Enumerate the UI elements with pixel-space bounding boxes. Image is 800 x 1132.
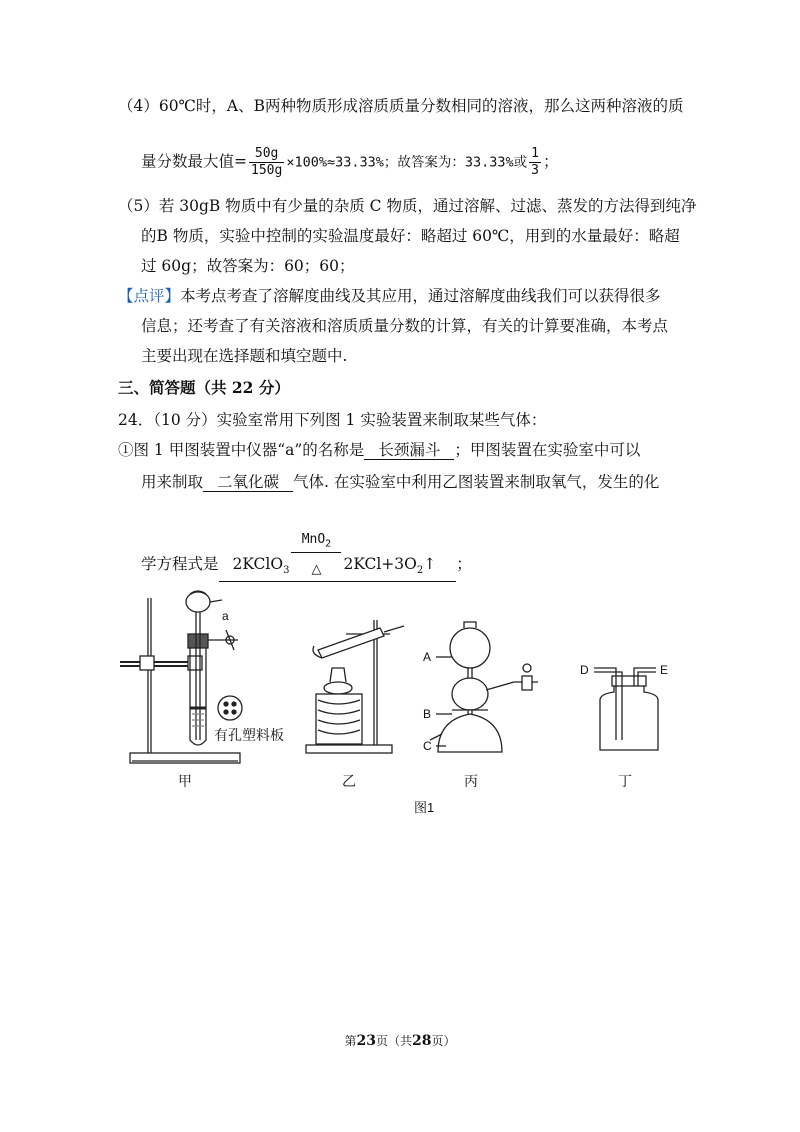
q24-line3 (141, 532, 472, 582)
q24-p3a: 学方程式是 (141, 555, 219, 573)
frac-numerator: 50g (249, 146, 284, 163)
apparatus-ding (594, 668, 658, 750)
caption-bing: 丙 (464, 773, 478, 789)
page-footer (0, 1032, 800, 1049)
caption-ding: 丁 (618, 773, 632, 789)
page-number: 23 (356, 1033, 376, 1049)
apparatus-bing (430, 622, 538, 752)
gas-arrow: ↑ (423, 555, 437, 573)
label-a: a (222, 609, 229, 623)
q24-p3b: ； (456, 555, 472, 573)
q24-line2 (141, 472, 659, 492)
total-pages: 28 (412, 1033, 432, 1049)
fraction-50-150 (249, 146, 284, 179)
review-text1: 本考点考查了溶解度曲线及其应用，通过溶解度曲线我们可以获得很多 (180, 287, 661, 305)
footer-post: 页） (431, 1034, 456, 1048)
label-A: A (423, 650, 432, 664)
reaction-bar (291, 552, 341, 553)
label-C: C (423, 739, 432, 753)
answer-blank-funnel: 长颈漏斗 (364, 441, 454, 460)
q4-line2 (141, 146, 558, 179)
equation-blank (219, 532, 457, 582)
q4-line1: （4）60℃时，A、B两种物质形成溶质质量分数相同的溶液，那么这两种溶液的质 (118, 97, 684, 115)
q4-mid: ×100%≈33.33%；故答案为：33.33%或 (286, 154, 528, 171)
q24-line1 (118, 440, 640, 460)
eq-left: 2KClO (232, 555, 284, 573)
frac2-numerator: 1 (531, 146, 539, 161)
eq-right: 2KCl+3O (343, 555, 417, 573)
catalyst-sub: 2 (325, 538, 332, 550)
label-E: E (660, 663, 669, 677)
eq-right-sub: 2 (416, 565, 424, 577)
figure-caption: 图1 (414, 800, 435, 815)
label-B: B (423, 707, 432, 721)
review-line2: 信息；还考查了有关溶液和溶质质量分数的计算，有关的计算要准确，本考点 (141, 317, 669, 335)
catalyst-label (289, 530, 343, 555)
review-tag: 【点评】 (118, 287, 181, 305)
caption-yi: 乙 (342, 773, 356, 789)
section-title: 三、简答题（共 22 分） (118, 378, 290, 397)
q5-line3: 过 60g；故答案为：60；60； (141, 257, 355, 275)
q4-prefix: 量分数最大值= (141, 152, 247, 171)
plate-label: 有孔塑料板 (214, 728, 284, 744)
reaction-condition (289, 532, 343, 577)
review-line3: 主要出现在选择题和填空题中. (141, 347, 348, 365)
caption-jia: 甲 (178, 773, 192, 789)
q5-line2: 的B 物质，实验中控制的实验温度最好：略超过 60℃，用到的水量最好：略超 (141, 227, 680, 245)
q24-intro: 24．（10 分）实验室常用下列图 1 实验装置来制取某些气体： (118, 411, 547, 429)
footer-pre: 第 (344, 1034, 357, 1048)
apparatus-yi (306, 620, 404, 753)
catalyst-text: MnO (301, 532, 326, 547)
label-D: D (580, 663, 589, 677)
footer-mid: 页（共 (375, 1034, 412, 1048)
eq-left-sub: 3 (283, 565, 290, 577)
q4-end: ； (542, 152, 559, 171)
figure-1 (118, 590, 698, 830)
q5-line1: （5）若 30gB 物质中有少量的杂质 C 物质，通过溶解、过滤、蒸发的方法得到纯净 (118, 197, 697, 215)
fraction-one-third (529, 146, 541, 179)
q24-p1a: ①图 1 甲图装置中仪器“a”的名称是 (118, 441, 365, 459)
frac-denominator: 150g (251, 163, 283, 178)
answer-blank-gas: 二氧化碳 (203, 473, 293, 492)
q24-p2b: 气体. 在实验室中利用乙图装置来制取氧气，发生的化 (293, 473, 660, 491)
heat-symbol: △ (311, 562, 322, 577)
q24-p2a: 用来制取 (141, 473, 204, 491)
q24-p1b: ；甲图装置在实验室中可以 (454, 441, 641, 459)
review-line1 (118, 286, 661, 306)
frac2-denominator: 3 (531, 163, 539, 178)
